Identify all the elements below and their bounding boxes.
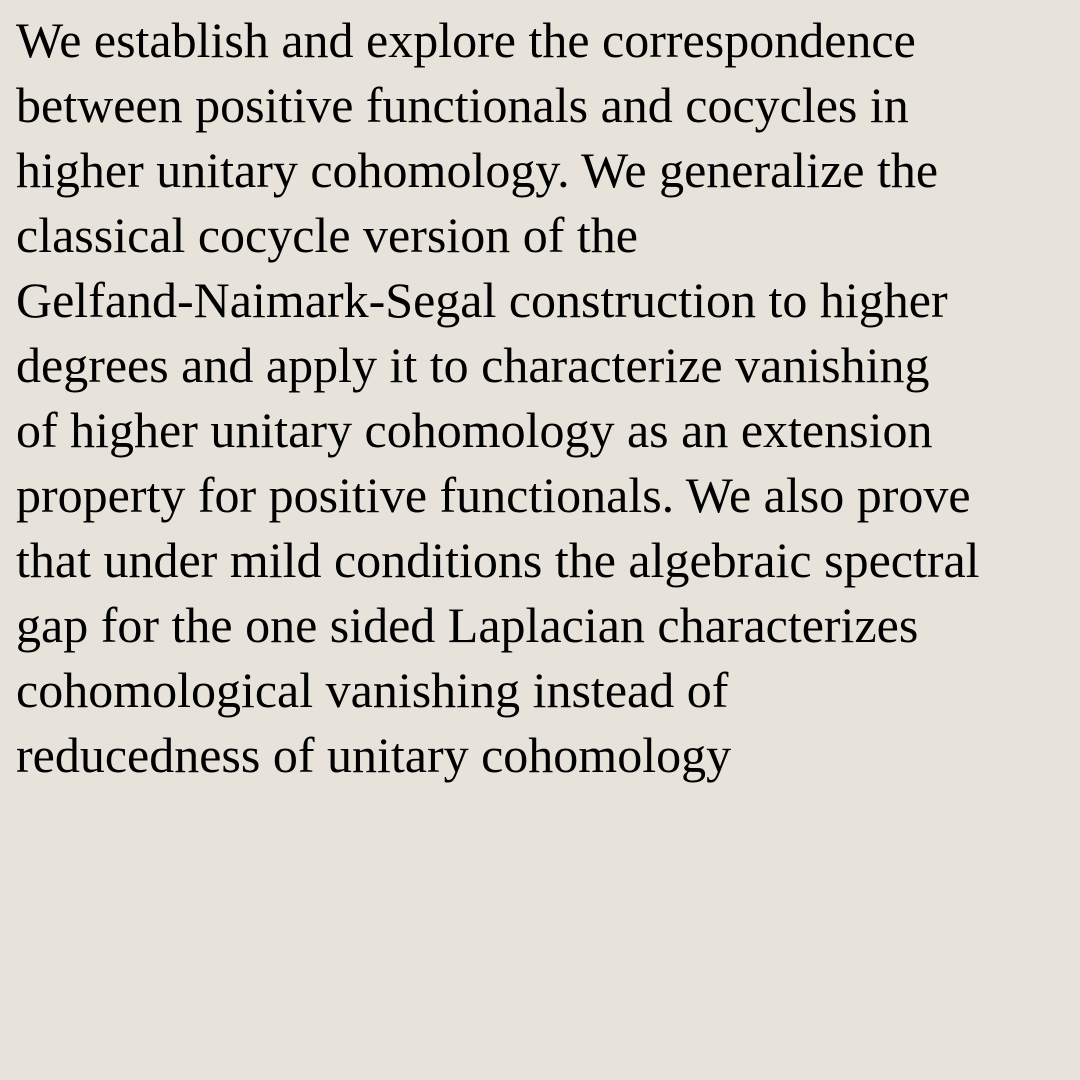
abstract-text: We establish and explore the correspondence between positive functionals and cocycles in higher unitary cohomology. We generalize the classical cocycle version of the Gelfand-Naimark-Segal construction to higher degrees and apply it to characterize vanishing of higher unitary cohomology as an extension property for positive functionals. We also prove that under mild conditions the algebraic spectral gap for the one sided Laplacian characterizes cohomological vanishing instead of reducedness of unitary cohomology: [16, 12, 980, 783]
